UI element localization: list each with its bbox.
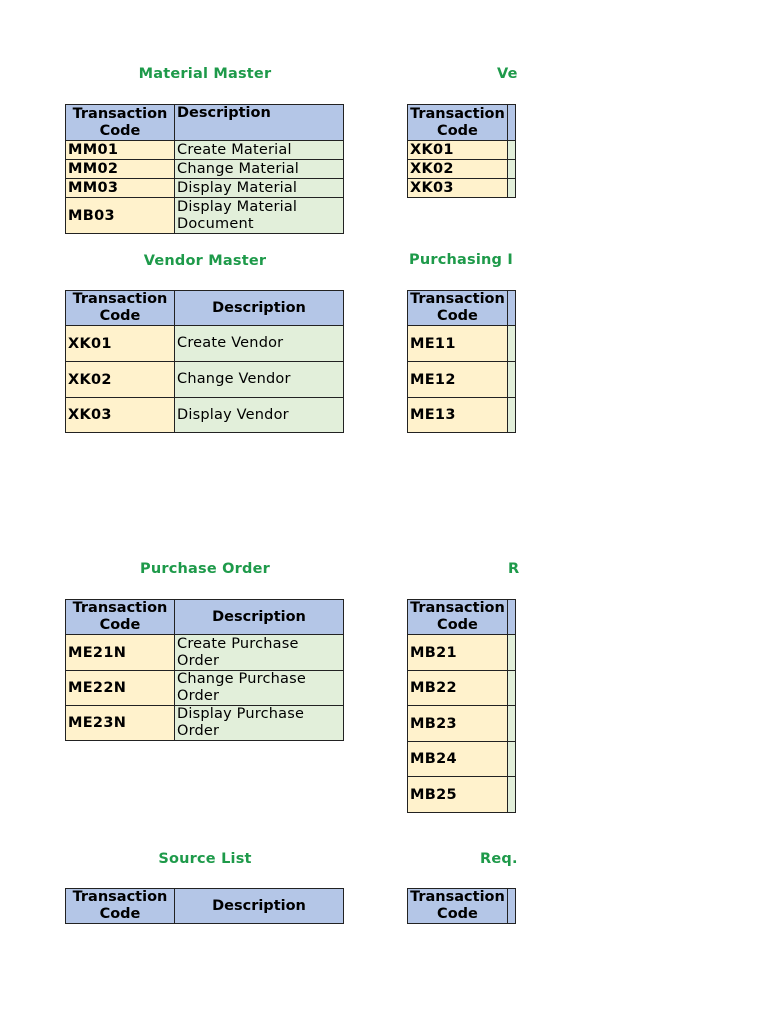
transaction-code: MB25 — [408, 777, 508, 813]
table-row — [66, 635, 344, 671]
transaction-code: ME22N — [66, 671, 175, 706]
right-table-2 — [407, 290, 516, 433]
transaction-code: XK03 — [66, 398, 175, 433]
table-row — [408, 742, 516, 777]
transaction-code: MB03 — [66, 198, 175, 234]
header-description: Description — [175, 291, 344, 326]
right-table-4 — [407, 888, 516, 924]
table-row — [408, 326, 516, 362]
description: Change Purchase Order — [175, 671, 344, 706]
material-master-table — [65, 104, 344, 234]
transaction-code: XK01 — [66, 326, 175, 362]
description — [507, 179, 515, 198]
description: Change Material — [175, 160, 344, 179]
header-transaction-code: Transaction Code — [408, 105, 508, 141]
transaction-code: MB24 — [408, 742, 508, 777]
description: Display Vendor — [175, 398, 344, 433]
header-transaction-code: Transaction Code — [408, 600, 508, 635]
header-description: Description — [175, 889, 344, 924]
table-row — [408, 141, 516, 160]
header-description: Description — [175, 105, 344, 141]
table-row — [66, 671, 344, 706]
table-row — [408, 398, 516, 433]
transaction-code: ME11 — [408, 326, 508, 362]
description: Create Purchase Order — [175, 635, 344, 671]
description — [507, 635, 515, 671]
description — [507, 160, 515, 179]
description: Display Material Document — [175, 198, 344, 234]
table-row — [66, 398, 344, 433]
section-title-vendor-master: Vendor Master — [143, 253, 267, 269]
description — [507, 777, 515, 813]
source-list-table — [65, 888, 344, 924]
table-row — [408, 362, 516, 398]
header-transaction-code: Transaction Code — [66, 889, 175, 924]
section-title-purchase-order: Purchase Order — [140, 561, 270, 577]
section-title-right-4: Req. — [480, 851, 518, 867]
table-row — [66, 179, 344, 198]
table-row — [66, 160, 344, 179]
transaction-code: MM02 — [66, 160, 175, 179]
table-row — [408, 706, 516, 742]
description — [507, 398, 515, 433]
transaction-code: ME21N — [66, 635, 175, 671]
description: Create Vendor — [175, 326, 344, 362]
right-table-3 — [407, 599, 516, 813]
description: Create Material — [175, 141, 344, 160]
transaction-code: ME23N — [66, 706, 175, 741]
table-row — [66, 706, 344, 741]
description — [507, 706, 515, 742]
header-description — [507, 291, 515, 326]
section-title-material-master: Material Master — [138, 66, 272, 82]
description — [507, 326, 515, 362]
header-transaction-code: Transaction Code — [66, 105, 175, 141]
description: Display Material — [175, 179, 344, 198]
header-description — [507, 889, 515, 924]
table-row — [66, 198, 344, 234]
description — [507, 742, 515, 777]
right-table-1 — [407, 104, 516, 198]
transaction-code: MB23 — [408, 706, 508, 742]
transaction-code: XK03 — [408, 179, 508, 198]
header-description: Description — [175, 600, 344, 635]
description — [507, 141, 515, 160]
table-row — [66, 362, 344, 398]
transaction-code: MM01 — [66, 141, 175, 160]
transaction-code: MB22 — [408, 671, 508, 706]
transaction-code: XK01 — [408, 141, 508, 160]
transaction-code: ME13 — [408, 398, 508, 433]
table-row — [408, 179, 516, 198]
table-row — [408, 160, 516, 179]
table-row — [408, 635, 516, 671]
description — [507, 671, 515, 706]
header-transaction-code: Transaction Code — [408, 889, 508, 924]
section-title-source-list: Source List — [158, 851, 252, 867]
section-title-right-2: Purchasing I — [409, 252, 513, 268]
header-description — [507, 105, 515, 141]
table-row — [408, 777, 516, 813]
description: Display Purchase Order — [175, 706, 344, 741]
transaction-code: XK02 — [408, 160, 508, 179]
section-title-right-1: Ve — [497, 66, 518, 82]
table-row — [408, 671, 516, 706]
purchase-order-table — [65, 599, 344, 741]
vendor-master-table — [65, 290, 344, 433]
section-title-right-3: R — [508, 561, 520, 577]
transaction-code: XK02 — [66, 362, 175, 398]
description — [507, 362, 515, 398]
transaction-code: ME12 — [408, 362, 508, 398]
header-transaction-code: Transaction Code — [408, 291, 508, 326]
description: Change Vendor — [175, 362, 344, 398]
header-description — [507, 600, 515, 635]
header-transaction-code: Transaction Code — [66, 291, 175, 326]
transaction-code: MM03 — [66, 179, 175, 198]
table-row — [66, 141, 344, 160]
transaction-code: MB21 — [408, 635, 508, 671]
header-transaction-code: Transaction Code — [66, 600, 175, 635]
table-row — [66, 326, 344, 362]
